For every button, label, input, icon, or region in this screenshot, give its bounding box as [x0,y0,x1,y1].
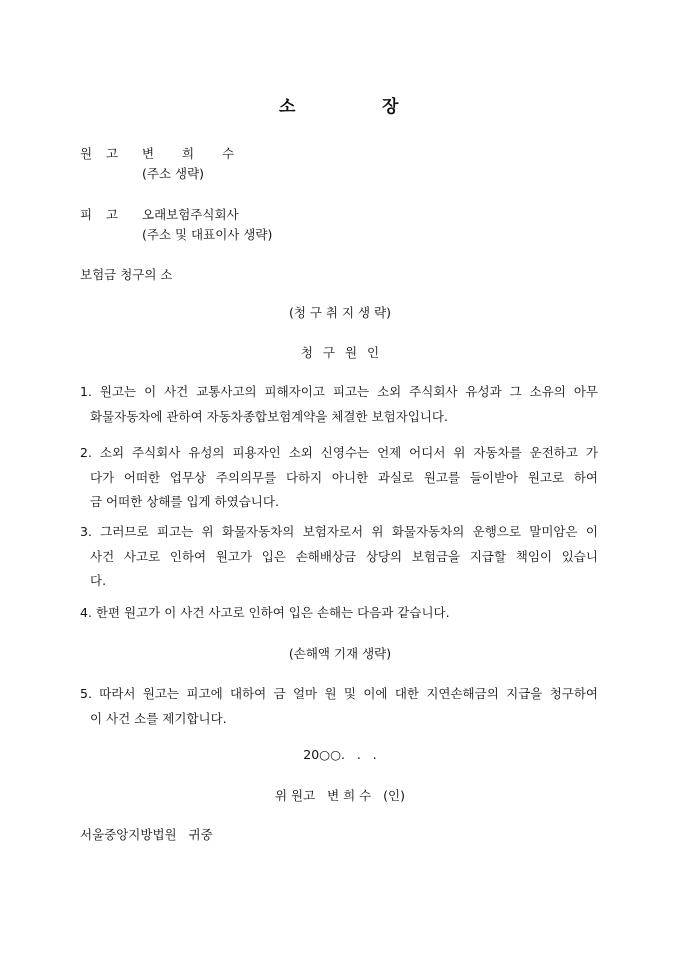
defendant-address-note: (주소 및 대표이사 생략) [142,227,273,242]
cause-heading: 청 구 원 인 [300,345,380,360]
cause-item-line: 이 사건 소를 제기합니다. [90,710,227,726]
plaintiff-signature: 위 원고 변 희 수 (인) [274,788,406,803]
defendant-label: 피 고 [80,207,119,222]
title-char-1: 소 [279,97,296,117]
cause-item-line: 2. 소외 주식회사 유성의 피용자인 소외 신영수는 언제 어디서 위 자동차를 운전하고 가 [80,445,598,460]
cause-item-line: 화물자동차에 관하여 자동차종합보험계약을 체결한 보험자입니다. [90,408,448,424]
cause-item-line: 다가 어떠한 업무상 주의의무를 다하지 아니한 과실로 원고를 들이받아 원고로 하여 [90,469,598,485]
cause-item-2 [80,445,598,519]
cause-item-line: 1. 원고는 이 사건 교통사고의 피해자이고 피고는 소외 주식회사 유성과 그 소유의 아무 [80,384,598,399]
plaintiff-label: 원 고 [80,146,119,161]
filing-date: 20○○. . . [303,747,377,762]
cause-item-line: 4. 한편 원고가 이 사건 사고로 인하여 입은 손해는 다음과 같습니다. [80,605,450,620]
defendant-name: 오래보험주식회사 [142,207,239,222]
court-addressee: 서울중앙지방법원 귀중 [80,827,213,842]
cause-item-line: 다. [90,573,107,588]
claim-purpose: (청 구 취 지 생 략) [288,305,392,320]
cause-item-line: 금 어떠한 상해를 입게 하였습니다. [90,494,279,509]
document-title [0,96,680,120]
case-name: 보험금 청구의 소 [80,267,173,282]
cause-item-4 [80,605,598,630]
cause-item-line: 사건 사고로 인하여 원고가 입은 손해배상금 상당의 보험금을 지급할 책임이 있습니 [90,548,598,564]
plaintiff-address-note: (주소 생략) [142,166,205,181]
cause-item-line: 3. 그러므로 피고는 위 화물자동차의 보험자로서 위 화물자동차의 운행으로 말미암은 이 [80,524,598,539]
damages-note: (손해액 기재 생략) [288,646,392,661]
cause-item-line: 5. 따라서 원고는 피고에 대하여 금 얼마 원 및 이에 대한 지연손해금의 지급을 청구하여 [80,686,598,701]
cause-item-1 [80,384,598,433]
title-char-2: 장 [382,97,399,117]
plaintiff-name: 변 희 수 [142,146,235,161]
cause-item-3 [80,524,598,598]
cause-item-5 [80,686,598,735]
